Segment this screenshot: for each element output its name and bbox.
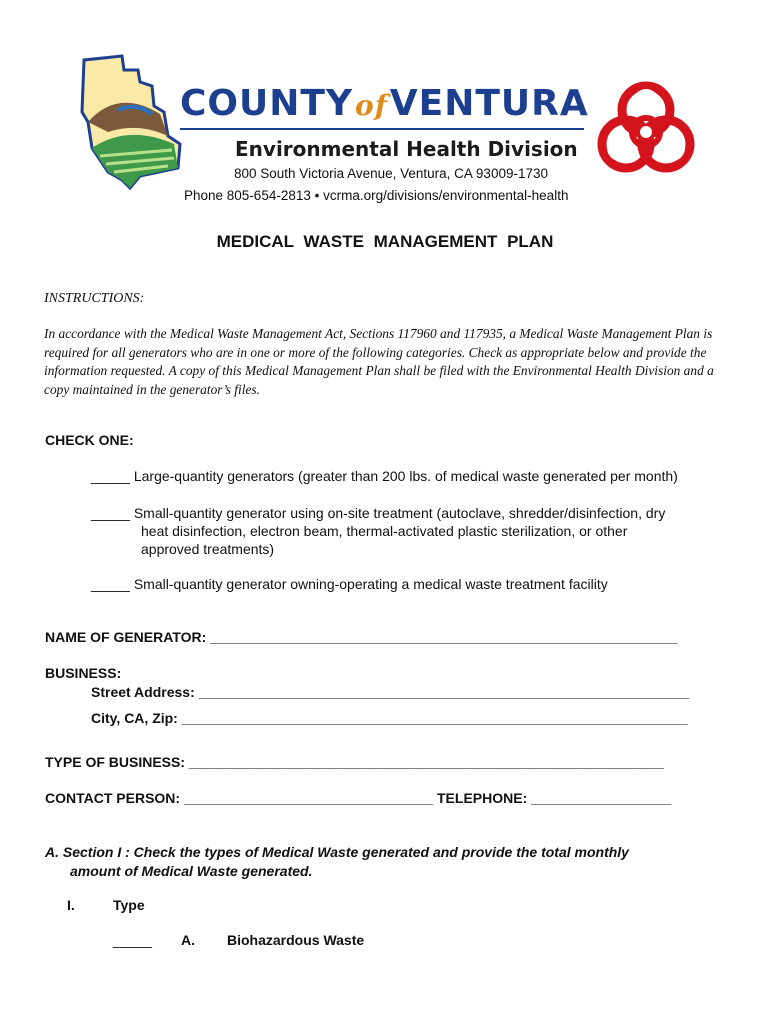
option-label: Small-quantity generator owning-operating a medical waste treatment facility [133, 576, 608, 592]
instructions-heading: INSTRUCTIONS: [44, 291, 145, 306]
section-a-heading [45, 843, 725, 881]
brand-title [180, 84, 590, 126]
subsection-number: I. [67, 897, 75, 913]
contact-line: Phone 805-654-2813 • vcrma.org/divisions/environmental-health [184, 188, 569, 203]
street-address-field[interactable]: Street Address: _______________________________________________________________ [91, 684, 690, 700]
type-of-business-field[interactable]: TYPE OF BUSINESS: _____________________________________________________________ [45, 754, 664, 770]
contact-person-telephone-field[interactable]: CONTACT PERSON: ________________________________ TELEPHONE: __________________ [45, 790, 672, 806]
city-zip-field[interactable]: City, CA, Zip: _________________________________________________________________ [91, 710, 688, 726]
biohazardous-waste-label: Biohazardous Waste [227, 932, 365, 948]
option-checkbox-blank[interactable]: _____ [91, 576, 130, 592]
address-line: 800 South Victoria Avenue, Ventura, CA 93009-1730 [234, 166, 548, 181]
option-small-quantity-onsite [91, 504, 665, 558]
instructions-body: In accordance with the Medical Waste Management Act, Sections 117960 and 117935, a Medical Waste Management Plan is required for all generators who are in one or more of the following categories. Check as appropriate below and provide the information requested. A copy of this Medical Management Plan shall be filed with the Environmental Health Division and a copy maintained in the generator’s files. [44, 326, 714, 397]
brand-rule [180, 128, 584, 130]
option-large-quantity [91, 467, 678, 485]
option-checkbox-blank[interactable]: _____ [91, 505, 130, 521]
letterhead [0, 0, 770, 220]
county-wordmark [180, 84, 590, 130]
brand-county: COUNTY [180, 83, 354, 124]
option-label-line3: approved treatments) [141, 541, 275, 557]
section-a-line2: amount of Medical Waste generated. [70, 863, 313, 879]
option-label-line2: heat disinfection, electron beam, thermal-activated plastic sterilization, or other [141, 523, 628, 539]
brand-of: of [355, 89, 388, 122]
section-a-line1: A. Section I : Check the types of Medical Waste generated and provide the total monthly [45, 844, 629, 860]
business-heading: BUSINESS: [45, 665, 122, 681]
check-one-heading: CHECK ONE: [45, 432, 134, 448]
option-checkbox-blank[interactable]: _____ [91, 468, 130, 484]
biohazardous-checkbox-blank[interactable]: _____ [113, 932, 152, 948]
generator-name-field[interactable]: NAME OF GENERATOR: ____________________________________________________________ [45, 629, 678, 645]
option-treatment-facility [91, 575, 608, 593]
document-title: MEDICAL WASTE MANAGEMENT PLAN [216, 232, 554, 251]
brand-ventura: VENTURA [389, 83, 589, 124]
division-name: Environmental Health Division [235, 137, 578, 161]
biohazard-icon [586, 76, 706, 188]
item-letter: A. [181, 932, 195, 948]
option-label: Large-quantity generators (greater than 200 lbs. of medical waste generated per month) [133, 468, 678, 484]
county-map-logo [78, 52, 188, 192]
type-label: Type [113, 897, 145, 913]
option-label-line1: Small-quantity generator using on-site treatment (autoclave, shredder/disinfection, dry [133, 505, 666, 521]
